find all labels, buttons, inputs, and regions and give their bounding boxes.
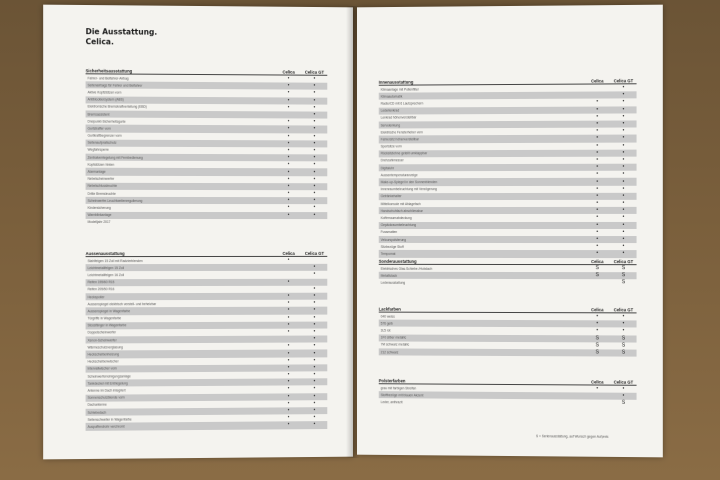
availability-mark: • (287, 97, 290, 104)
availability-mark: • (287, 357, 290, 364)
availability-mark: • (313, 392, 316, 399)
availability-mark: • (287, 168, 290, 175)
row-label: Wegfahrsperre (87, 148, 109, 153)
availability-mark: • (313, 285, 316, 292)
availability-mark: • (287, 204, 290, 211)
row-label: Lederlenkrad (380, 108, 400, 113)
row-label: Aussenspiegel elektrisch verstell- und beheizbar (87, 301, 157, 307)
row-label: Aussentemperaturanzeige (380, 173, 418, 178)
availability-mark: • (287, 118, 290, 125)
section-title: Lackfarben (378, 306, 401, 312)
availability-mark: • (596, 156, 599, 163)
availability-mark: • (622, 127, 625, 134)
availability-mark: • (313, 421, 316, 428)
availability-mark: • (287, 197, 290, 204)
availability-mark: • (313, 183, 316, 190)
row-label: 3L5 rot (380, 328, 391, 333)
availability-mark: • (622, 120, 625, 127)
availability-mark: • (622, 236, 625, 243)
availability-mark: • (287, 183, 290, 190)
availability-mark: • (313, 371, 316, 378)
availability-mark: • (287, 314, 290, 321)
row-label: Reifen 195/60 R15 (87, 280, 115, 285)
availability-mark: • (622, 192, 625, 199)
availability-mark: • (313, 385, 316, 392)
row-label: Elektronische Bremskraftverteilung (EBD) (87, 104, 147, 110)
section-header (379, 373, 637, 385)
availability-mark: • (287, 292, 290, 299)
row-label: Klimaanlage mit Pollenfilter (380, 87, 419, 92)
availability-mark: • (287, 364, 290, 371)
row-label: Sportsitze vorn (380, 144, 402, 149)
section-aussen (86, 246, 328, 430)
availability-mark: • (596, 99, 599, 106)
availability-mark: • (313, 111, 316, 118)
section-title: Aussenausstattung (85, 251, 125, 257)
availability-mark: • (313, 264, 316, 271)
row-label: grau mit farbigen Streifen (380, 385, 417, 391)
availability-mark: • (596, 163, 599, 170)
availability-mark: • (287, 175, 290, 182)
column-header: Celica (591, 78, 604, 84)
row-label: Doppelscheinwerfer (87, 330, 116, 335)
row-label: Handschuhfach abschliessbar (380, 208, 423, 213)
row-label: Sonnenschutzblende vorn (87, 395, 125, 400)
row-label: Dreipunkt-Sicherheitsgurte (87, 119, 126, 124)
availability-mark: • (313, 400, 316, 407)
availability-mark: • (313, 299, 316, 306)
column-header: Celica (591, 379, 604, 385)
availability-mark: • (622, 106, 625, 113)
row-label: Modelljahr 2017 (87, 220, 111, 225)
availability-mark: • (596, 313, 599, 320)
availability-mark: • (313, 161, 316, 168)
availability-mark: • (287, 385, 290, 392)
availability-mark: • (313, 328, 316, 335)
availability-mark: • (313, 271, 316, 278)
row-label: Intervallwischer vorn (87, 366, 117, 372)
table-row (379, 399, 637, 408)
availability-mark: • (313, 82, 316, 89)
row-label: Bremsassistent (87, 112, 110, 117)
availability-mark: • (313, 378, 316, 385)
row-label: Getränkehalter (380, 194, 402, 199)
page-title-line-2: Celica. (85, 37, 114, 47)
section-header (379, 302, 637, 314)
availability-mark: • (287, 378, 290, 385)
row-label: Zentralverriegelung mit Fernbedienung (87, 155, 143, 160)
row-label: Alarmanlage (87, 169, 106, 174)
row-label: Stoffbezüge mit blauen Akzent (380, 392, 424, 398)
availability-mark: S (621, 279, 626, 286)
row-label: Wärmeschutzverglasung (87, 345, 123, 350)
column-header: Celica GT (613, 307, 634, 313)
row-label: Kopfstützen hinten (87, 162, 115, 167)
availability-mark: • (596, 178, 599, 185)
row-label: Dritte Bremsleuchte (87, 191, 116, 196)
availability-mark: S (595, 265, 599, 272)
availability-mark: • (622, 207, 625, 214)
row-label: Schiebedach (87, 410, 107, 415)
availability-mark: • (622, 98, 625, 105)
section-header (379, 73, 637, 86)
row-label: Nebelschlussleuchte (87, 184, 118, 189)
row-label: Fussmatten (380, 230, 398, 235)
availability-mark: • (313, 414, 316, 421)
availability-mark: • (622, 91, 625, 98)
footnote: S = Serienausstattung, auf Wunsch gegen Aufpreis (536, 434, 609, 439)
availability-mark: • (287, 190, 290, 197)
right-page (357, 5, 663, 458)
availability-mark: • (622, 185, 625, 192)
availability-mark: • (313, 75, 316, 82)
row-label: Tempomat (380, 251, 396, 256)
left-page (43, 5, 353, 460)
table-row (379, 348, 637, 356)
row-label: Heckscheibenwischer (87, 359, 119, 364)
availability-mark: • (287, 147, 290, 154)
availability-mark: • (622, 156, 625, 163)
column-header: Celica GT (613, 259, 634, 265)
column-header: Celica (591, 307, 604, 313)
availability-mark: S (621, 335, 626, 342)
table-row (379, 214, 637, 221)
availability-mark: • (287, 407, 290, 414)
availability-mark: • (622, 228, 625, 235)
availability-mark: • (313, 104, 316, 111)
section-title: Innenausstattung (378, 79, 414, 85)
availability-mark: • (596, 228, 599, 235)
row-label: Fahrer- und Beifahrer-Airbag (87, 75, 129, 81)
availability-mark: • (596, 135, 599, 142)
availability-mark: • (596, 127, 599, 134)
availability-mark: • (622, 327, 625, 334)
availability-mark: • (596, 171, 599, 178)
availability-mark: • (313, 118, 316, 125)
availability-mark: • (622, 199, 625, 206)
availability-mark: • (287, 211, 290, 218)
availability-mark: • (596, 207, 599, 214)
availability-mark: • (287, 132, 290, 139)
row-label: Antenne im Dach integriert (87, 388, 126, 393)
row-label: Stossfänger in Wagenfarbe (87, 323, 127, 328)
availability-mark: • (622, 142, 625, 149)
row-label: 576 gelb (380, 321, 393, 326)
availability-mark: • (313, 133, 316, 140)
availability-mark: • (287, 257, 290, 263)
availability-mark: • (287, 350, 290, 357)
column-header: Celica GT (304, 69, 324, 75)
availability-mark: • (287, 125, 290, 132)
availability-mark: • (313, 168, 316, 175)
row-label: Leichtmetallfelgen 16 Zoll (87, 273, 124, 278)
row-label: Leichtmetallfelgen 15 Zoll (87, 265, 124, 270)
availability-mark: • (287, 328, 290, 335)
availability-mark: • (287, 299, 290, 306)
row-label: Lenkrad höhenverstellbar (380, 115, 417, 120)
availability-mark: • (622, 250, 625, 257)
row-label: Türgriffe in Wagenfarbe (87, 316, 122, 321)
availability-mark: • (313, 314, 316, 321)
availability-mark: • (596, 320, 599, 327)
table-row (379, 222, 637, 229)
availability-mark: • (313, 349, 316, 356)
section-lack (379, 302, 637, 357)
availability-mark: • (622, 178, 625, 185)
availability-mark: • (287, 371, 290, 378)
availability-mark: • (313, 90, 316, 97)
column-header: Celica (282, 250, 295, 256)
availability-mark: • (596, 214, 599, 221)
row-label: Lederausstattung (380, 280, 406, 285)
availability-mark: • (596, 106, 599, 113)
availability-mark: • (622, 84, 625, 91)
row-label: Seitenaufprallschutz (87, 140, 117, 146)
availability-mark: • (622, 163, 625, 170)
availability-mark: • (622, 243, 625, 250)
row-label: Heckscheibenheizung (87, 352, 119, 357)
availability-mark: • (313, 125, 316, 132)
row-label: Drehzahlmesser (380, 158, 404, 163)
availability-mark: • (313, 147, 316, 154)
availability-mark: S (621, 400, 626, 407)
availability-mark: • (313, 407, 316, 414)
section-polster (379, 373, 637, 407)
availability-mark: • (596, 385, 599, 392)
availability-mark: • (287, 154, 290, 161)
availability-mark: • (596, 113, 599, 120)
availability-mark: • (313, 292, 316, 299)
availability-mark: • (313, 175, 316, 182)
row-label: Digitaluhr (380, 165, 395, 170)
availability-mark: S (621, 272, 626, 279)
row-label: Antiblockiersystem (ABS) (87, 97, 124, 102)
row-label: 7M schwarz metallic (380, 342, 410, 347)
availability-mark: • (622, 214, 625, 221)
row-label: Elektrisches Glas-Schiebe-/Hubdach (380, 266, 433, 271)
availability-mark: • (287, 89, 290, 96)
availability-mark: • (596, 142, 599, 149)
availability-mark: S (595, 349, 599, 356)
availability-mark: S (621, 265, 626, 272)
row-label: Metalliclack (380, 273, 398, 278)
availability-mark: • (313, 342, 316, 349)
row-label: Make-up-Spiegel in den Sonnenblenden (380, 180, 438, 185)
row-label: Servolenkung (380, 122, 401, 128)
row-label: 1F0 silber metallic (380, 335, 407, 340)
row-label: Kofferraumabdeckung (380, 216, 412, 221)
availability-mark: • (622, 313, 625, 320)
availability-mark: • (313, 321, 316, 328)
row-label: Fahrersitz höhenverstellbar (380, 137, 419, 142)
row-label: Scheinwerfer-Leuchtweitenregulierung (87, 198, 143, 203)
availability-mark: • (287, 414, 290, 421)
row-label: Seitenairbags für Fahrer und Beifahrer (87, 83, 143, 88)
availability-mark: • (622, 134, 625, 142)
availability-mark: • (287, 321, 290, 328)
page-title-line-1: Die Ausstattung. (85, 27, 158, 37)
availability-mark: • (287, 421, 290, 428)
availability-mark: • (596, 243, 599, 250)
availability-mark: • (287, 400, 290, 407)
row-label: Nebelscheinwerfer (87, 176, 115, 182)
column-header: Celica GT (304, 250, 324, 256)
availability-mark: • (287, 75, 290, 82)
row-label: Tankdeckel mit Entriegelung (87, 381, 128, 386)
row-label: Gurtkraftbegrenzer vorn (87, 133, 122, 138)
availability-mark: • (313, 197, 316, 204)
availability-mark: S (621, 342, 626, 349)
availability-mark: • (622, 221, 625, 228)
section-title: Sicherheitsausstattung (85, 68, 133, 74)
availability-mark: • (596, 120, 599, 127)
availability-mark: • (596, 250, 599, 257)
row-label: Kindersicherung (87, 205, 111, 210)
availability-mark: • (622, 385, 625, 392)
column-header: Celica GT (613, 78, 634, 84)
row-label: Auspuffendrohr verchromt (87, 424, 125, 429)
row-label: Heckspoiler (87, 294, 105, 299)
availability-mark: • (287, 140, 290, 147)
page-title (86, 27, 158, 48)
column-header: Celica (282, 69, 295, 75)
section-title: Sonderausstattung (378, 258, 417, 264)
availability-mark: • (313, 204, 316, 211)
availability-mark: • (313, 154, 316, 161)
availability-mark: S (621, 349, 626, 356)
section-innen (379, 73, 637, 257)
availability-mark: • (313, 335, 316, 342)
row-label: Xenon-Scheinwerfer (87, 337, 117, 343)
availability-mark: • (596, 185, 599, 192)
availability-mark: • (622, 171, 625, 178)
availability-mark: • (313, 190, 316, 197)
row-label: Radio/CD mit 6 Lautsprechern (380, 101, 424, 106)
availability-mark: • (313, 357, 316, 364)
availability-mark: • (287, 161, 290, 168)
row-label: Stahlfelgen 15 Zoll mit Radzierblenden (87, 258, 143, 263)
availability-mark: • (622, 149, 625, 156)
row-label: Seitenschweller in Wagenfarbe (87, 417, 132, 422)
column-header: Celica (591, 259, 604, 265)
row-label: Mittelkonsole mit Ablagefach (380, 201, 421, 206)
row-label: Sitzbezüge Stoff (380, 244, 404, 249)
section-sicherheit (86, 63, 328, 226)
column-header: Celica GT (613, 379, 634, 385)
availability-mark: • (596, 192, 599, 199)
table-row (379, 279, 637, 287)
row-label: Reifen 205/50 R16 (87, 287, 115, 292)
availability-mark: • (313, 140, 316, 147)
availability-mark: S (595, 335, 599, 342)
availability-mark: • (596, 236, 599, 243)
table-row (86, 421, 328, 430)
availability-mark: • (313, 307, 316, 314)
availability-mark: • (287, 307, 290, 314)
availability-mark: • (596, 221, 599, 228)
row-label: Elektrische Fensterheber vorn (380, 130, 423, 135)
row-label: Gepäckraumbeleuchtung (380, 223, 417, 228)
row-label: Velourspolsterung (380, 237, 407, 242)
row-label: Innenraumbeleuchtung mit Verzögerung (380, 187, 437, 192)
availability-mark: • (313, 211, 316, 218)
availability-mark: • (287, 104, 290, 111)
section-header (86, 246, 328, 257)
row-label: Rücksitzlehne geteilt umklappbar (380, 151, 428, 156)
availability-mark: • (287, 342, 290, 349)
availability-mark: • (622, 392, 625, 400)
availability-mark: • (622, 113, 625, 120)
availability-mark: • (313, 97, 316, 104)
row-label: Klimaautomatik (380, 94, 403, 99)
row-label: Aktive Kopfstützen vorn (87, 90, 122, 95)
availability-mark: • (596, 327, 599, 334)
row-label: Warnblinkanlage (87, 213, 112, 218)
row-label: Leder, anthrazit (380, 400, 403, 405)
availability-mark: • (287, 82, 290, 89)
table-row (86, 211, 328, 218)
availability-mark: • (596, 199, 599, 207)
section-title: Polsterfarben (378, 378, 406, 384)
row-label: Aussenspiegel in Wagenfarbe (87, 309, 131, 314)
availability-mark: • (622, 320, 625, 327)
availability-mark: S (595, 272, 599, 279)
row-label: 212 schwarz (380, 349, 399, 355)
row-label: 040 weiss (380, 314, 395, 319)
table-row (379, 229, 637, 236)
table-row (86, 219, 328, 226)
availability-mark: • (313, 364, 316, 371)
section-header (86, 63, 328, 76)
row-label: Gurtstraffer vorn (87, 126, 111, 131)
availability-mark: • (287, 393, 290, 400)
availability-mark: • (287, 278, 290, 285)
availability-mark: • (596, 149, 599, 156)
row-label: Dachantenne (87, 402, 107, 408)
availability-mark: S (595, 342, 599, 349)
row-label: Scheinwerferreinigungsanlage (87, 373, 131, 379)
